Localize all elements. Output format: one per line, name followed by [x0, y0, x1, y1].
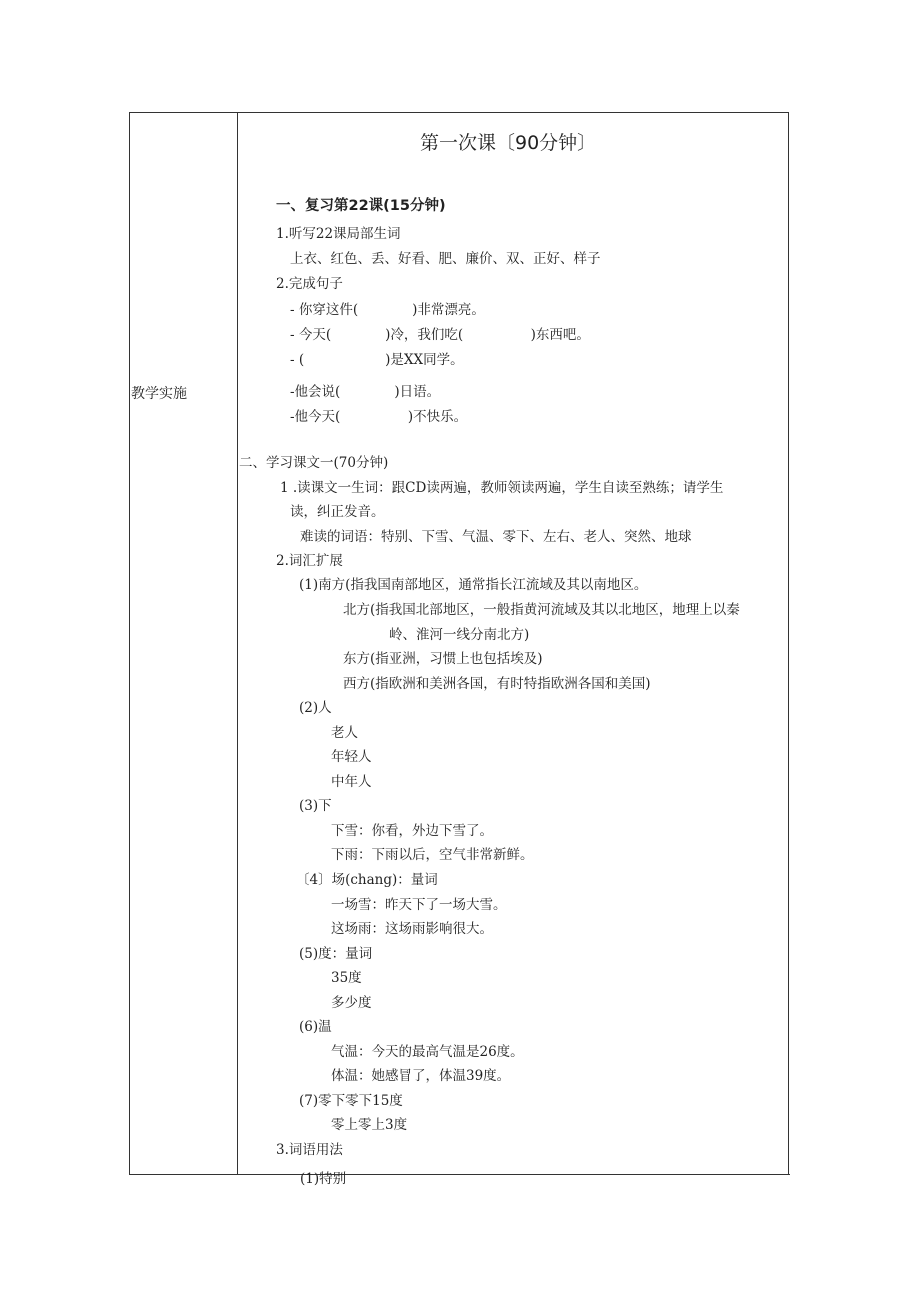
section1-item2: 2.完成句子: [276, 276, 343, 292]
section1-heading: 一、复习第22课(15分钟): [276, 198, 446, 214]
vocab-4: 〔4〕场(chang)：量词: [296, 872, 438, 888]
vocab-6b: 体温：她感冒了，体温39度。: [331, 1068, 511, 1084]
vocab-2: (2)人: [299, 700, 332, 716]
vocab-1b: 东方(指亚洲，习惯上也包括埃及): [343, 651, 543, 667]
section2-item1-line1: 1 .读课文一生词：跟CD读两遍，教师领读两遍，学生自读至熟练；请学生: [280, 480, 724, 496]
vocab-4b: 这场雨：这场雨影响很大。: [331, 921, 493, 937]
section2-heading: 二、学习课文一(70分钟): [239, 455, 389, 471]
section2-item2: 2.词汇扩展: [276, 553, 343, 569]
vocab-3b: 下雨：下雨以后，空气非常新鲜。: [331, 847, 534, 863]
vocab-2b: 年轻人: [331, 749, 372, 765]
vocab-5a: 35度: [331, 970, 362, 986]
sentence-3: - ( )是XX同学。: [290, 352, 464, 368]
section2-item1-line3: 难读的词语：特别、下雪、气温、零下、左右、老人、突然、地球: [300, 529, 692, 545]
vocab-1a-line2: 岭、淮河一线分南北方): [389, 627, 530, 643]
sentence-4: -他会说( )日语。: [290, 384, 441, 400]
column-divider: [237, 112, 238, 1175]
vocab-1: (1)南方(指我国南部地区，通常指长江流域及其以南地区。: [299, 577, 648, 593]
vocab-6: (6)温: [299, 1019, 332, 1035]
vocab-1c: 西方(指欧洲和美洲各国，有时特指欧洲各国和美国): [343, 676, 651, 692]
section1-item1-words: 上衣、红色、丢、好看、肥、廉价、双、正好、样子: [290, 251, 601, 267]
sentence-5: -他今天( )不快乐。: [290, 409, 468, 425]
vocab-5b: 多少度: [331, 995, 372, 1011]
vocab-1a-line1: 北方(指我国北部地区，一般指黄河流域及其以北地区，地理上以秦: [343, 602, 740, 618]
sentence-1: - 你穿这件( )非常漂亮。: [290, 302, 485, 318]
vocab-5: (5)度：量词: [299, 946, 373, 962]
lesson-table: [129, 112, 789, 1175]
clipped-line-container: [238, 1163, 789, 1187]
section1-item1: 1.听写22课局部生词: [276, 226, 401, 242]
vocab-3a: 下雪：你看，外边下雪了。: [331, 823, 493, 839]
lesson-title: 第一次课〔90分钟〕: [420, 132, 597, 154]
section2-item3-cut: (1)特别: [300, 1171, 347, 1187]
sentence-2: - 今天( )冷，我们吃( )东西吧。: [290, 327, 590, 343]
vocab-2a: 老人: [331, 725, 358, 741]
vocab-4a: 一场雪：昨天下了一场大雪。: [331, 897, 507, 913]
side-label: 教学实施: [131, 386, 187, 402]
vocab-6a: 气温：今天的最高气温是26度。: [331, 1044, 524, 1060]
section2-item1-line2: 读，纠正发音。: [290, 504, 385, 520]
section2-item3: 3.词语用法: [276, 1142, 343, 1158]
vocab-7: (7)零下零下15度: [299, 1093, 403, 1109]
vocab-3: (3)下: [299, 798, 332, 814]
vocab-2c: 中年人: [331, 774, 372, 790]
vocab-7a: 零上零上3度: [331, 1117, 408, 1133]
